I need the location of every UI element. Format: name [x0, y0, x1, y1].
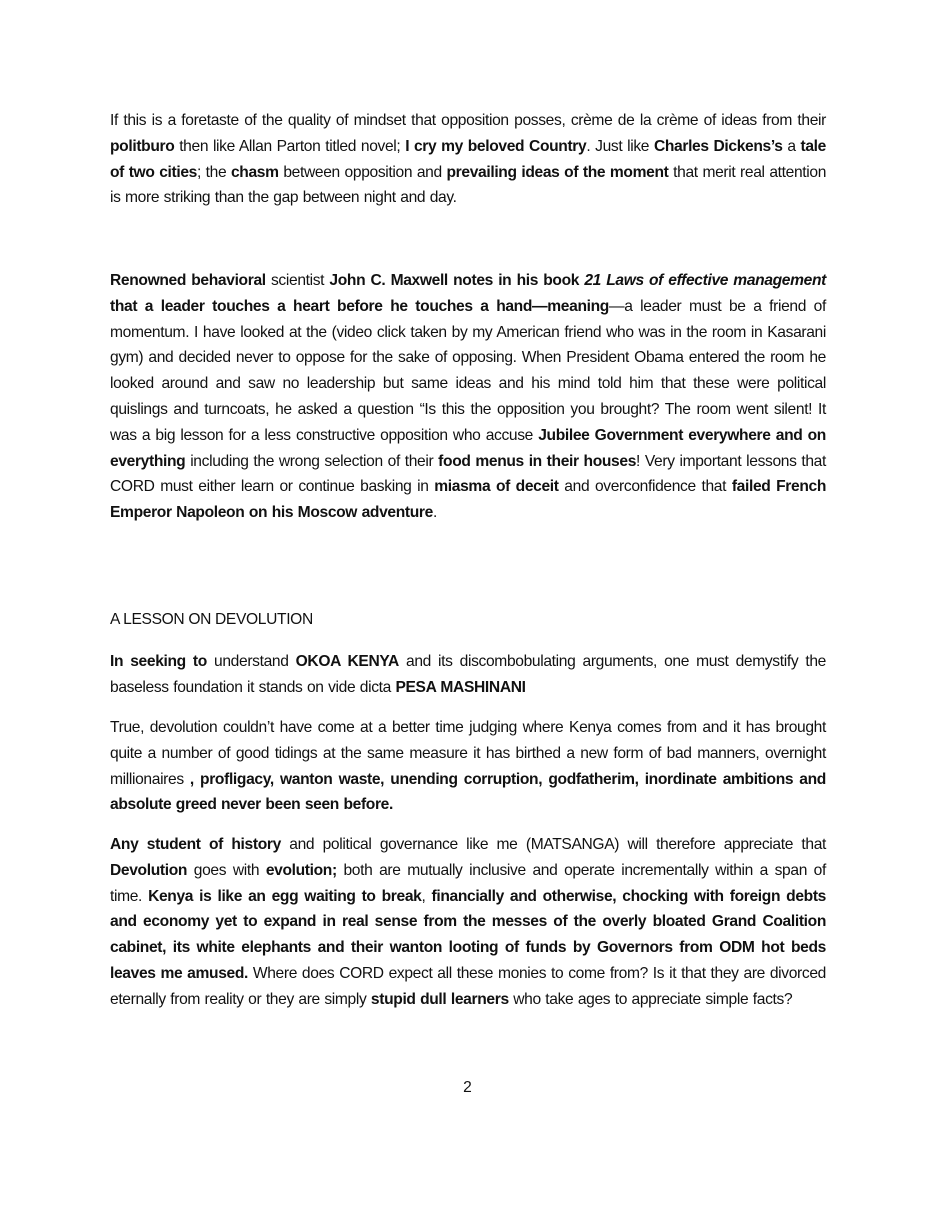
bold-text-run: miasma of deceit — [434, 478, 559, 496]
text-run: . — [432, 504, 437, 522]
bold-text-run: In seeking to — [110, 653, 207, 670]
bold-text-run: , profligacy, wanton waste, unending corruption, godfatherim, inordinate ambitions and absolute greed never been seen before. — [110, 770, 826, 814]
bold-text-run: failed French Emperor Napoleon on his Moscow adventure — [110, 478, 827, 522]
text-run: , — [421, 887, 432, 905]
text-run: and overconfidence that — [558, 478, 732, 496]
text-run: a — [782, 137, 801, 155]
text-run: and its discombobulating arguments, one must demystify the baseless foundation it stands on vide dicta — [110, 653, 826, 696]
bold-text-run: Devolution — [110, 861, 188, 879]
bold-text-run: Renowned behavioral — [110, 272, 266, 289]
paragraph-okoa-kenya — [110, 649, 826, 701]
bold-text-run: financially and otherwise, chocking with foreign debts and economy yet to expand in real sense from the messes of the overly bloated Grand Coalition cabinet, its white elephants and their wanton looting of funds by Governors from ODM hot beds leaves me amused. — [110, 887, 826, 982]
bold-text-run: John C. Maxwell notes in his book — [329, 272, 585, 289]
bold-text-run: Any student of history — [110, 836, 281, 853]
section-heading: A LESSON ON DEVOLUTION — [110, 611, 313, 628]
paragraph-devolution-timing — [110, 715, 826, 818]
bold-text-run: prevailing ideas of the moment — [446, 163, 669, 181]
bold-text-run: food menus in their houses — [438, 452, 637, 470]
bold-text-run: I cry my beloved Country — [405, 137, 587, 155]
bold-text-run: stupid dull learners — [370, 990, 509, 1008]
text-run: ! Very important lessons that CORD must either learn or continue basking in — [110, 452, 826, 496]
bold-text-run: evolution; — [265, 861, 337, 879]
bold-text-run: OKOA KENYA — [295, 653, 399, 670]
bold-text-run: politburo — [110, 137, 175, 155]
bold-text-run: PESA MASHINANI — [395, 678, 526, 696]
text-run: including the wrong selection of their — [185, 452, 439, 470]
text-run: goes with — [187, 861, 266, 879]
text-run: who take ages to appreciate simple facts? — [508, 990, 793, 1008]
text-run: between opposition and — [278, 163, 447, 181]
text-run: both are mutually inclusive and operate incrementally within a span of time. — [110, 861, 826, 905]
bold-text-run: tale of two cities — [110, 137, 826, 181]
paragraph-student-of-history — [110, 832, 826, 1013]
page-number: 2 — [463, 1079, 472, 1096]
text-run: and political governance like me (MATSANGA) will therefore appreciate that — [280, 836, 826, 853]
text-run: scientist — [265, 272, 330, 289]
paragraph-maxwell — [110, 268, 826, 526]
bold-text-run: Jubilee Government everywhere and on everything — [110, 426, 826, 470]
text-run: True, devolution couldn’t have come at a better time judging where Kenya comes from and it has brought quite a number of good tidings at the same measure it has birthed a new form of bad manners, overnight millionaires — [110, 719, 826, 788]
text-run: that merit real attention is more striking than the gap between night and day. — [110, 163, 827, 207]
bold-text-run: that a leader touches a heart before he touches a hand—meaning — [110, 297, 609, 315]
text-run: then like Allan Parton titled novel; — [174, 137, 406, 155]
text-run: ; the — [196, 163, 231, 181]
text-run: Where does CORD expect all these monies to come from? Is it that they are divorced eternally from reality or they are simply — [110, 964, 826, 1008]
text-run: —a leader must be a friend of momentum. I have looked at the (video click taken by my American friend who was in the room in Kasarani gym) and decided never to oppose for the sake of opposing. When President Obama entered the room he looked around and saw no leadership but same ideas and his mind told him that these were political quislings and turncoats, he asked a question “Is this the opposition you brought? The room went silent! It was a big lesson for a less constructive opposition who accuse — [110, 297, 826, 444]
bold-text-run: Kenya is like an egg waiting to break — [148, 887, 422, 905]
text-run: If this is a foretaste of the quality of mindset that opposition posses, crème de la crème of ideas from their — [110, 112, 826, 129]
bold-text-run: Charles Dickens’s — [653, 137, 783, 155]
text-run: . Just like — [586, 137, 654, 155]
text-run: understand — [206, 653, 296, 670]
bold-text-run: 21 Laws of effective management — [584, 272, 826, 289]
paragraph-opposition-mindset — [110, 108, 826, 211]
bold-text-run: chasm — [230, 163, 279, 181]
